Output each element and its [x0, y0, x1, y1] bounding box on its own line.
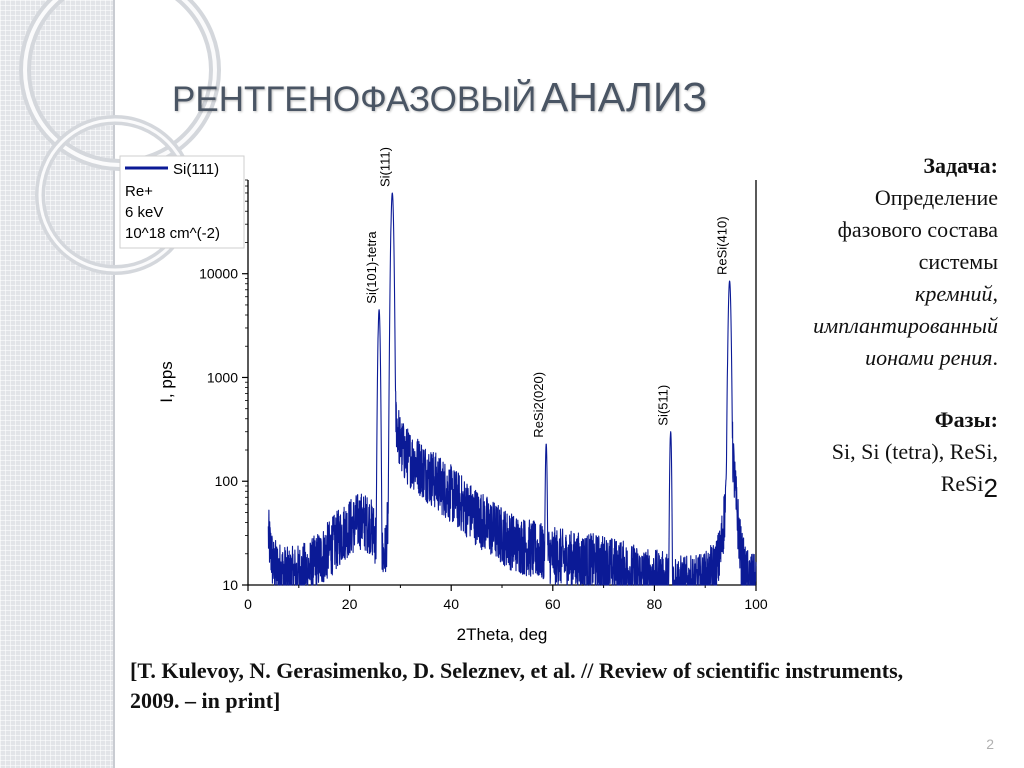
x-tick-label: 40 [443, 596, 459, 612]
series-si111-line [268, 193, 756, 585]
task-line-6: ионами рения [865, 345, 993, 370]
y-tick-label: 100 [214, 473, 238, 490]
task-line-6-end: . [992, 345, 998, 370]
peak-label: ReSi2(020) [531, 371, 547, 438]
page-title [172, 74, 707, 121]
legend-line-dose: 10^18 cm^(-2) [125, 225, 220, 242]
task-heading: Задача: [923, 153, 998, 178]
task-spacer [698, 374, 998, 404]
legend-line-energy: 6 keV [125, 204, 164, 221]
page-number: 2 [986, 736, 994, 752]
x-tick-label: 60 [545, 596, 561, 612]
phases-line-2-wrap [698, 468, 998, 504]
peak-label: Si(111) [377, 147, 393, 187]
phases-subscript: 2 [983, 473, 998, 503]
legend-series-name: Si(111) [173, 161, 220, 178]
task-line-1: Определение [874, 185, 998, 210]
task-line-5: имплантированный [813, 313, 998, 338]
title-part2: АНАЛИЗ [540, 74, 708, 120]
title-part1: РЕНТГЕНОФАЗОВЫЙ [172, 80, 537, 119]
reference-citation: [T. Kulevoy, N. Gerasimenko, D. Seleznev, et al. // Review of scientific instruments, 2009. – in print] [130, 658, 904, 713]
chart-legend [120, 156, 244, 248]
y-tick-label: 10000 [199, 265, 238, 282]
y-axis-label: I, pps [157, 361, 176, 403]
peak-label: Si(101)-tetra [364, 231, 380, 304]
phases-heading: Фазы: [934, 407, 998, 432]
task-description [698, 150, 998, 504]
peak-label: Si(511) [655, 384, 671, 426]
x-tick-label: 100 [744, 596, 768, 612]
task-line-4: кремний, [915, 281, 998, 306]
legend-line-ion: Re+ [125, 183, 153, 200]
y-tick-label: 1000 [206, 369, 238, 386]
x-tick-label: 20 [341, 596, 358, 612]
x-tick-label: 0 [244, 596, 252, 612]
phases-line-1: Si, Si (tetra), ReSi, [831, 439, 998, 464]
x-tick-label: 80 [646, 596, 663, 612]
task-line-3: системы [918, 249, 998, 274]
y-tick-label: 10 [222, 577, 238, 593]
x-axis-label: 2Theta, deg [456, 625, 548, 644]
phases-line-2: ReSi [940, 471, 984, 496]
peak-label: ReSi(410) [714, 216, 730, 275]
xrd-chart [118, 120, 778, 650]
task-line-6-wrap [698, 342, 998, 374]
task-line-2: фазового состава [837, 217, 998, 242]
